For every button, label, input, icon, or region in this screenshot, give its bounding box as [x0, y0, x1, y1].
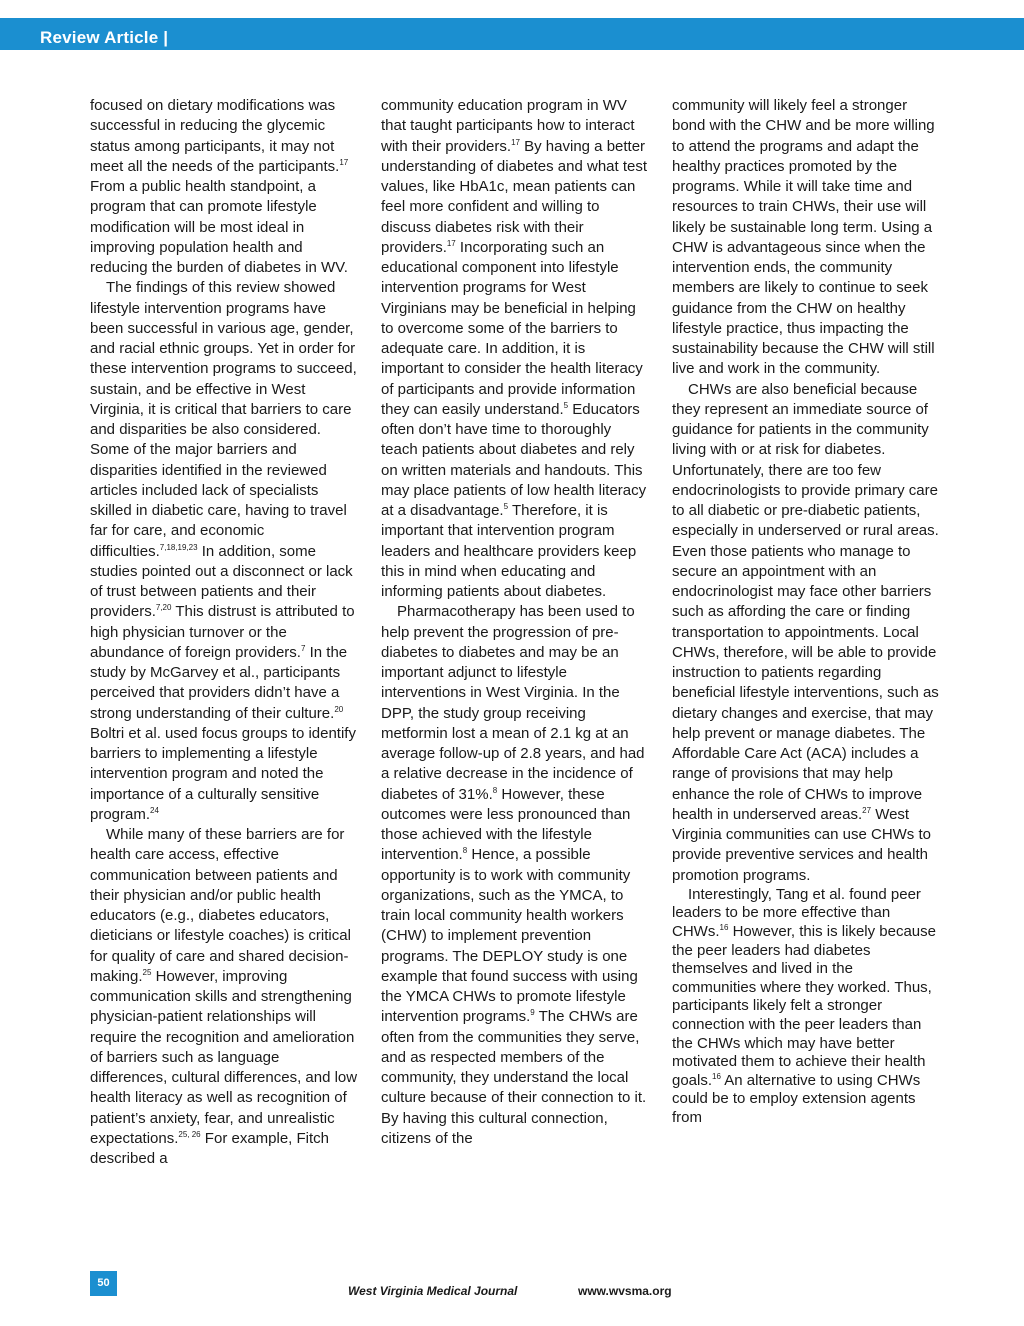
- header-bar: [0, 18, 1024, 50]
- paragraph: community education program in WV that taught participants how to interact with their providers.$^{17}$ By having a better understanding of diabetes and what test values, like HbA1c, mean patients can feel more confident and willing to discuss diabetes risk with their providers.$^{17}$ Incorporating such an educational component into lifestyle intervention programs for West Virginians may be beneficial in helping to overcome some of the barriers to adequate care. In addition, it is important to consider the health literacy of participants and provide information they can easily understand.$^5$ Educators often don’t have time to thoroughly teach patients about diabetes and rely on written materials and handouts. This may place patients of low health literacy at a disadvantage.$^5$ Therefore, it is important that intervention program leaders and healthcare providers keep this in mind when educating and informing patients about diabetes.: [381, 97, 648, 600]
- website-url: www.wvsma.org: [578, 1284, 672, 1298]
- paragraph: The findings of this review showed lifestyle intervention programs have been successful in various age, gender, and racial ethnic groups. Yet in order for these intervention programs to succeed, sustain, and be effective in West Virginia, it is critical that barriers to care and disparities be also considered. Some of the major barriers and disparities identified in the reviewed articles included lack of specialists skilled in diabetic care, having to travel far for care, and economic difficulties.$^{7,18,19,23}$ In addition, some studies pointed out a disconnect or lack of trust between patients and their providers.$^{7,20}$ This distrust is attributed to high physician turnover or the abundance of foreign providers.$^7$ In the study by McGarvey et al., participants perceived that providers didn’t have a strong understanding of their culture.$^{20}$ Boltri et al. used focus groups to identify barriers to implementing a lifestyle intervention program and noted the importance of a culturally sensitive program.$^{24}$: [90, 279, 357, 823]
- section-label: Review Article |: [40, 28, 169, 47]
- journal-name: West Virginia Medical Journal: [348, 1284, 518, 1298]
- page-number: 50: [90, 1271, 117, 1296]
- article-column-1: [90, 96, 358, 1169]
- paragraph: Pharmacotherapy has been used to help prevent the progression of pre-diabetes to diabetes and may be an important adjunct to lifestyle interventions in West Virginia. In the DPP, the study group receiving metformin lost a mean of 2.1 kg at an average follow-up of 2.8 years, and had a relative decrease in the incidence of diabetes of 31%.$^8$ However, these outcomes were less pronounced than those achieved with the lifestyle intervention.$^8$ Hence, a possible opportunity is to work with community organizations, such as the YMCA, to train local community health workers (CHW) to implement prevention programs. The DEPLOY study is one example that found success with using the YMCA CHWs to promote lifestyle intervention programs.$^9$ The CHWs are often from the communities they serve, and as respected members of the community, they understand the local culture because of their connection to it. By having this cultural connection, citizens of the: [381, 603, 647, 1147]
- article-column-2: [381, 96, 649, 1149]
- paragraph: While many of these barriers are for health care access, effective communication between patients and their physician and/or public health educators (e.g., diabetes educators, dieticians or lifestyle coaches) is critical for quality of care and shared decision-making.$^{25}$ However, improving communication skills and strengthening physician-patient relationships will require the recognition and amelioration of barriers such as language differences, cultural differences, and low health literacy as well as recognition of patient’s anxiety, fear, and unrealistic expectations.$^{25, 26}$ For example, Fitch described a: [90, 826, 358, 1167]
- paragraph: CHWs are also beneficial because they represent an immediate source of guidance for patients in the community living with or at risk for diabetes. Unfortunately, there are too few endocrinologists to provide primary care to all diabetic or pre-diabetic patients, especially in underserved or rural areas. Even those patients who manage to secure an appointment with an endocrinologist may face other barriers such as affording the care or finding transportation to appointments. Local CHWs, therefore, will be able to provide instruction to patients regarding beneficial lifestyle interventions, such as dietary changes and exercise, that may help prevent or manage diabetes. The Affordable Care Act (ACA) includes a range of provisions that may help enhance the role of CHWs to improve health in underserved areas.$^{27}$ West Virginia communities can use CHWs to provide preventive services and health promotion programs.: [672, 380, 939, 884]
- paragraph: focused on dietary modifications was successful in reducing the glycemic status among participants, it may not meet all the needs of the participants.$^{17}$ From a public health standpoint, a program that can promote lifestyle modification will be most ideal in improving population health and reducing the burden of diabetes in WV.: [90, 97, 349, 276]
- paragraph: Interestingly, Tang et al. found peer leaders to be more effective than CHWs.$^{16}$ However, this is likely because the peer leaders had diabetes themselves and lived in the communities where they worked. Thus, participants likely felt a stronger connection with the peer leaders than the CHWs which may have better motivated them to achieve their health goals.$^{16}$ An alternative to using CHWs could be to employ extension agents from: [672, 885, 936, 1126]
- article-column-3: [672, 96, 940, 1127]
- paragraph: community will likely feel a stronger bond with the CHW and be more willing to attend the programs and adapt the healthy practices promoted by the programs. While it will take time and resources to train CHWs, their use will likely be sustainable long term. Using a CHW is advantageous since when the intervention ends, the community members are likely to continue to seek guidance from the CHW on healthy lifestyle practice, thus impacting the sustainability because the CHW will still live and work in the community.: [672, 97, 935, 378]
